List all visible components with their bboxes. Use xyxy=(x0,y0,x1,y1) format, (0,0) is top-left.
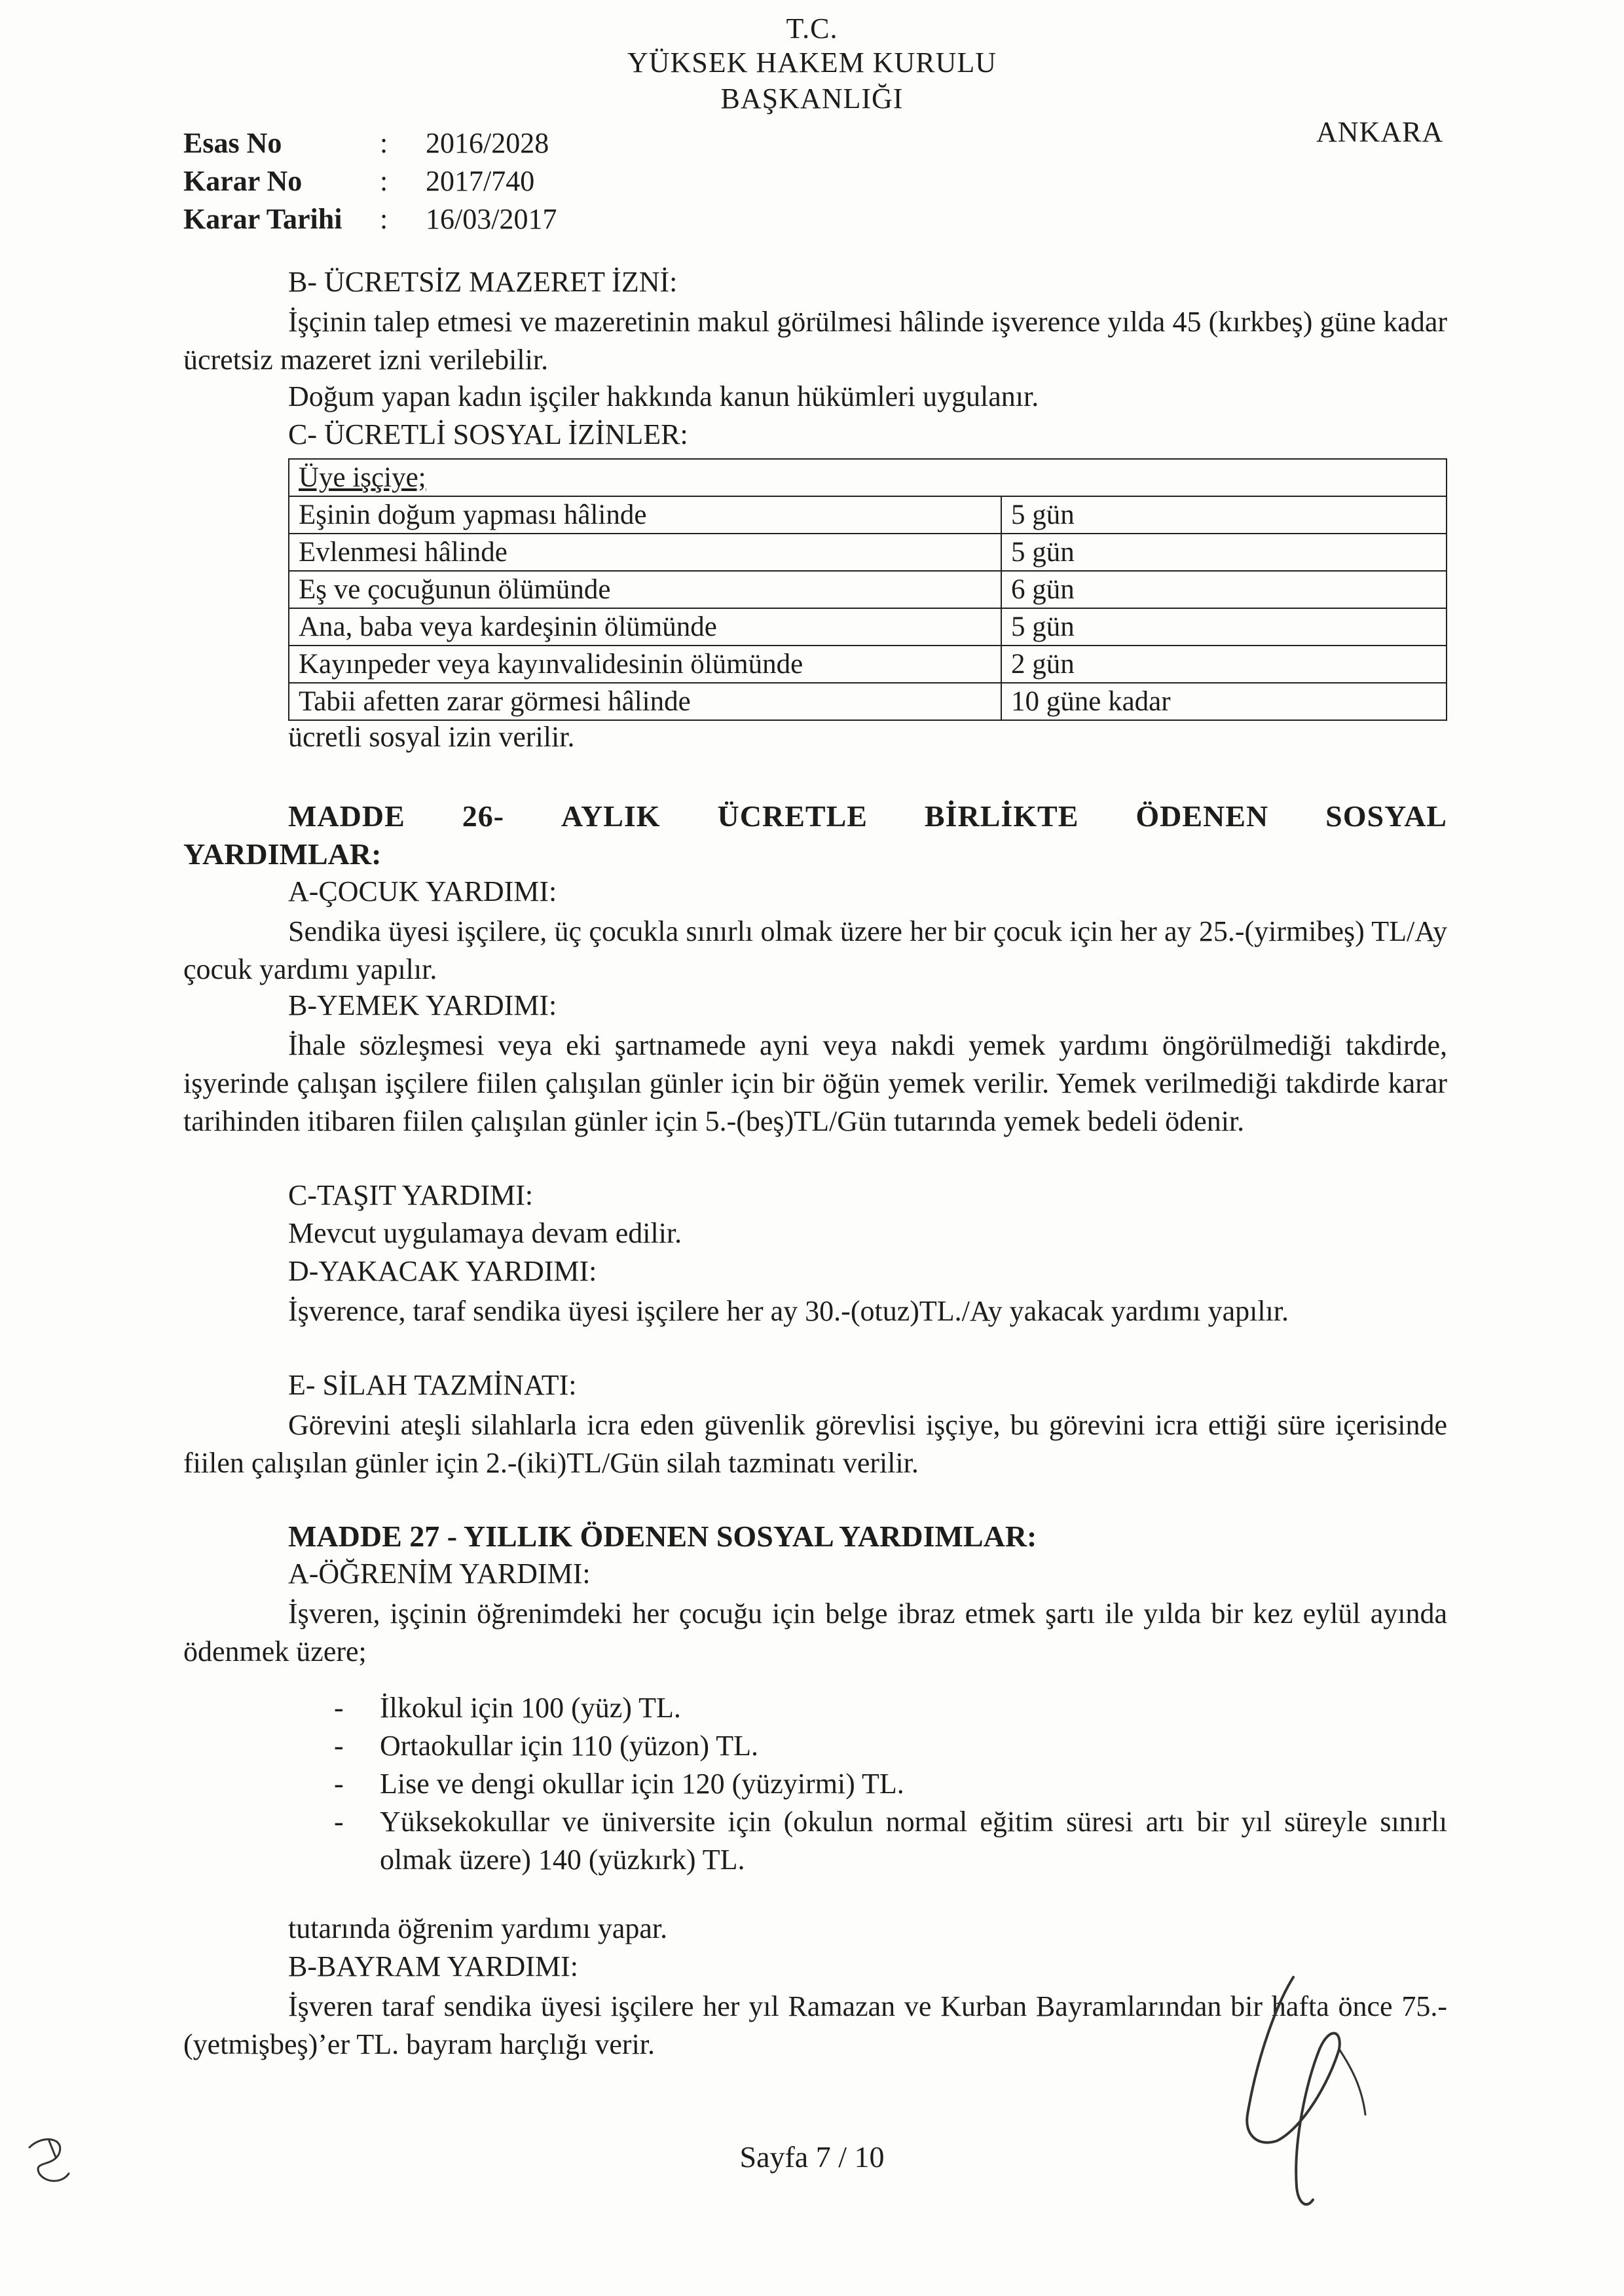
list-item xyxy=(334,1689,1447,1727)
leave-days: 5 gün xyxy=(1001,534,1447,571)
table-header-row xyxy=(289,459,1447,496)
heading-word: 26- xyxy=(462,799,505,833)
leave-reason: Eşinin doğum yapması hâlinde xyxy=(289,496,1001,534)
paid-leave-closing: ücretli sosyal izin verilir. xyxy=(288,721,575,753)
section-title-c-paid-leave: C- ÜCRETLİ SOSYAL İZİNLER: xyxy=(288,418,688,450)
subsection-transport-allowance: C-TAŞIT YARDIMI: xyxy=(288,1179,534,1211)
dash: - xyxy=(334,1730,344,1762)
list-item xyxy=(334,1765,1447,1803)
tarih-value: 16/03/2017 xyxy=(426,203,557,235)
tarih-label: Karar Tarihi xyxy=(183,203,342,235)
esas-label: Esas No xyxy=(183,127,282,159)
leave-days: 10 güne kadar xyxy=(1001,683,1447,720)
subsection-weapon-compensation: E- SİLAH TAZMİNATI: xyxy=(288,1369,577,1401)
colon: : xyxy=(380,165,388,197)
table-row xyxy=(289,646,1447,683)
heading-word: BİRLİKTE xyxy=(924,799,1079,833)
colon: : xyxy=(380,127,388,159)
list-item xyxy=(334,1727,1447,1765)
table-row xyxy=(289,683,1447,720)
table-row xyxy=(289,608,1447,646)
paragraph-holiday-allowance: İşveren taraf sendika üyesi işçilere her yıl Ramazan ve Kurban Bayramlarından bir hafta önce 75.-(yetmişbeş)’er TL. bayram harçlığı verir. xyxy=(183,1990,1447,2060)
education-allowance-list xyxy=(334,1689,1447,1879)
karar-row xyxy=(183,162,557,200)
section-title-b-unpaid-leave: B- ÜCRETSİZ MAZERET İZNİ: xyxy=(288,266,678,298)
paragraph-child-allowance: Sendika üyesi işçilere, üç çocukla sınırlı olmak üzere her bir çocuk için her ay 25.-(yirmibeş) TL/Ay çocuk yardımı yapılır. xyxy=(183,915,1447,985)
list-item xyxy=(334,1803,1447,1879)
table-row xyxy=(289,571,1447,608)
heading-word: ÖDENEN xyxy=(1135,799,1269,833)
heading-word: MADDE xyxy=(288,799,405,833)
page-number: Sayfa 7 / 10 xyxy=(739,2140,885,2174)
paragraph-transport-allowance: Mevcut uygulamaya devam edilir. xyxy=(288,1217,682,1249)
header-tc: T.C. xyxy=(786,12,838,45)
header-institution: YÜKSEK HAKEM KURULU xyxy=(627,46,997,79)
article-26-title-line2: YARDIMLAR: xyxy=(183,837,382,871)
leave-reason: Eş ve çocuğunun ölümünde xyxy=(289,571,1001,608)
heading-word: SOSYAL xyxy=(1325,799,1447,833)
dash: - xyxy=(334,1806,344,1838)
subsection-holiday-allowance: B-BAYRAM YARDIMI: xyxy=(288,1950,578,1982)
karar-label: Karar No xyxy=(183,165,303,197)
case-meta xyxy=(183,124,557,238)
header-presidency: BAŞKANLIĞI xyxy=(720,82,904,115)
leave-reason: Evlenmesi hâlinde xyxy=(289,534,1001,571)
paragraph-education-allowance: İşveren, işçinin öğrenimdeki her çocuğu için belge ibraz etmek şartı ile yılda bir kez eylül ayında ödenmek üzere; xyxy=(183,1597,1447,1667)
subsection-education-allowance: A-ÖĞRENİM YARDIMI: xyxy=(288,1558,591,1590)
paragraph-unpaid-leave: İşçinin talep etmesi ve mazeretinin makul görülmesi hâlinde işverence yılda 45 (kırkbeş) güne kadar ücretsiz mazeret izni verilebilir. xyxy=(183,306,1447,376)
dash: - xyxy=(334,1692,344,1724)
paragraph-education-closing: tutarında öğrenim yardımı yapar. xyxy=(288,1912,668,1944)
paragraph-weapon-compensation: Görevini ateşli silahlarla icra eden güvenlik görevlisi işçiye, bu görevini icra ettiği süre içerisinde fiilen çalışılan günler için 2.-(iki)TL/Gün silah tazminatı verilir. xyxy=(183,1409,1447,1479)
leave-reason: Ana, baba veya kardeşinin ölümünde xyxy=(289,608,1001,646)
leave-days: 5 gün xyxy=(1001,496,1447,534)
dash: - xyxy=(334,1768,344,1800)
leave-days: 6 gün xyxy=(1001,571,1447,608)
heading-word: AYLIK xyxy=(561,799,661,833)
heading-word: ÜCRETLE xyxy=(717,799,868,833)
header-city: ANKARA xyxy=(1316,116,1444,148)
colon: : xyxy=(380,203,388,235)
table-header-cell: Üye işçiye; xyxy=(289,459,1447,496)
leave-reason: Kayınpeder veya kayınvalidesinin ölümünde xyxy=(289,646,1001,683)
paragraph-fuel-allowance: İşverence, taraf sendika üyesi işçilere her ay 30.-(otuz)TL./Ay yakacak yardımı yapılır. xyxy=(288,1295,1289,1327)
article-26-title-line xyxy=(183,797,1447,835)
paid-leave-table xyxy=(288,458,1447,721)
list-item-text: Lise ve dengi okullar için 120 (yüzyirmi) TL. xyxy=(380,1768,904,1800)
karar-value: 2017/740 xyxy=(426,165,535,197)
tarih-row xyxy=(183,200,557,238)
subsection-child-allowance: A-ÇOCUK YARDIMI: xyxy=(288,875,557,907)
article-26-heading xyxy=(183,797,1447,873)
table-row xyxy=(289,534,1447,571)
paragraph-meal-allowance: İhale sözleşmesi veya eki şartnamede ayni veya nakdi yemek yardımı öngörülmediği takdirde, işyerinde çalışan işçilere fiilen çalışılan günler için bir öğün yemek verilir. Yemek verilmediği takdirde karar tarihinden itibaren fiilen çalışılan günler için 5.-(beş)TL/Gün tutarında yemek bedeli ödenir. xyxy=(183,1029,1447,1137)
esas-row xyxy=(183,124,557,162)
leave-reason: Tabii afetten zarar görmesi hâlinde xyxy=(289,683,1001,720)
subsection-meal-allowance: B-YEMEK YARDIMI: xyxy=(288,989,557,1021)
list-item-text: Yüksekokullar ve üniversite için (okulun normal eğitim süresi artı bir yıl süreyle sınırlı olmak üzere) 140 (yüzkırk) TL. xyxy=(380,1806,1447,1876)
subsection-fuel-allowance: D-YAKACAK YARDIMI: xyxy=(288,1255,597,1287)
paragraph-maternity: Doğum yapan kadın işçiler hakkında kanun hükümleri uygulanır. xyxy=(288,380,1039,412)
esas-value: 2016/2028 xyxy=(426,127,549,159)
article-27-heading: MADDE 27 - YILLIK ÖDENEN SOSYAL YARDIMLAR: xyxy=(288,1520,1037,1553)
leave-days: 2 gün xyxy=(1001,646,1447,683)
list-item-text: Ortaokullar için 110 (yüzon) TL. xyxy=(380,1730,758,1762)
list-item-text: İlkokul için 100 (yüz) TL. xyxy=(380,1692,681,1724)
leave-days: 5 gün xyxy=(1001,608,1447,646)
table-row xyxy=(289,496,1447,534)
